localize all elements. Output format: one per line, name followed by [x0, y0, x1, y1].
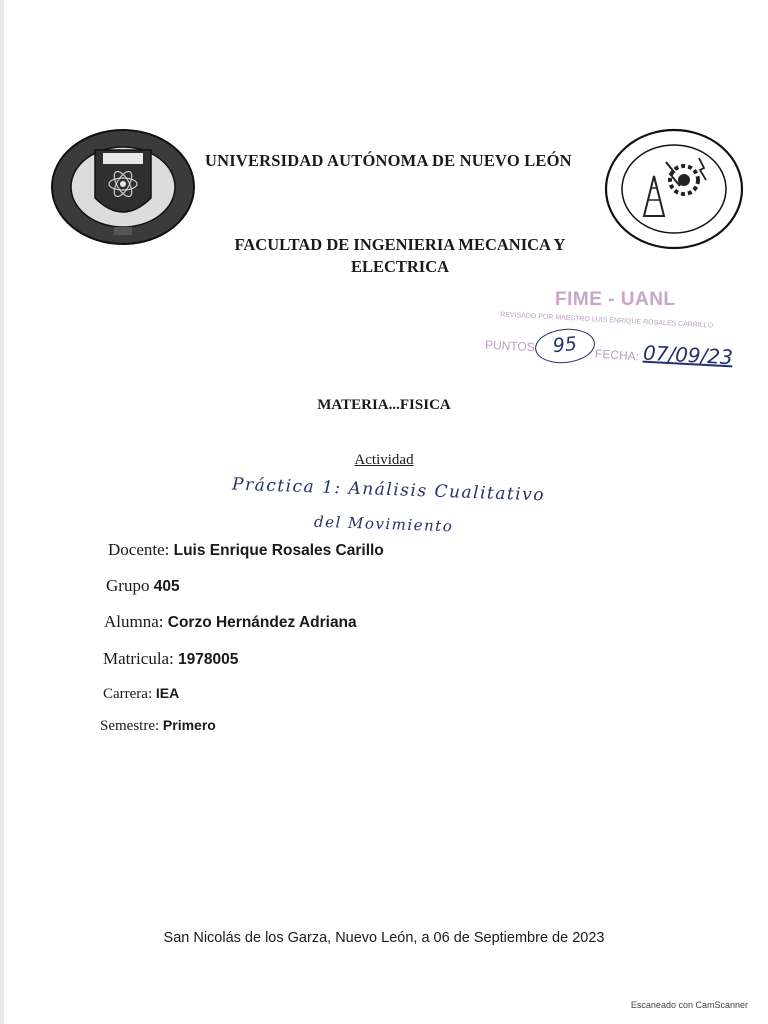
stamp-reviewed-by: REVISADO POR MAESTRO LUIS ENRIQUE ROSALES CARRILLO	[499, 311, 714, 330]
faculty-title-line1: FACULTAD DE INGENIERIA MECANICA Y	[234, 235, 566, 254]
alumna-value: Corzo Hernández Adriana	[167, 614, 357, 631]
docente-field	[108, 540, 384, 560]
grupo-field	[106, 576, 180, 596]
grade-date: 07/09/23	[642, 340, 734, 370]
activity-title-line2: del Movimiento	[313, 512, 454, 536]
carrera-label: Carrera:	[103, 686, 153, 702]
grupo-value: 405	[153, 578, 180, 595]
semestre-value: Primero	[162, 717, 216, 733]
grade-score: 95	[533, 326, 596, 366]
docente-label: Docente:	[108, 540, 170, 559]
stamp-heading: FIME - UANL	[555, 289, 676, 310]
semestre-label: Semestre:	[100, 718, 160, 734]
activity-label: Actividad	[354, 452, 414, 468]
carrera-value: IEA	[155, 685, 180, 701]
matricula-field	[103, 649, 238, 669]
fime-seal-logo	[604, 128, 744, 250]
place-date-footer: San Nicolás de los Garza, Nuevo León, a 06 de Septiembre de 2023	[163, 930, 605, 946]
subject-line: MATERIA...FISICA	[317, 397, 451, 413]
alumna-field	[104, 612, 357, 632]
grade-stamp	[485, 285, 765, 395]
alumna-label: Alumna:	[104, 612, 164, 631]
carrera-field	[103, 685, 179, 703]
camscanner-watermark: Escaneado con CamScanner	[630, 1000, 748, 1010]
grupo-label: Grupo	[106, 576, 150, 595]
matricula-label: Matricula:	[103, 649, 174, 668]
page-edge	[0, 0, 4, 1024]
matricula-value: 1978005	[178, 651, 239, 668]
stamp-date-label: FECHA:	[594, 346, 640, 364]
semestre-field	[100, 717, 216, 735]
university-title: UNIVERSIDAD AUTÓNOMA DE NUEVO LEÓN	[205, 151, 572, 170]
uanl-seal-logo	[50, 128, 196, 246]
activity-title-line1: Práctica 1: Análisis Cualitativo	[231, 474, 546, 506]
faculty-title-line2: ELECTRICA	[350, 257, 450, 276]
faculty-title	[205, 234, 595, 278]
stamp-points-label: PUNTOS:	[484, 337, 539, 355]
docente-value: Luis Enrique Rosales Carillo	[173, 542, 384, 559]
